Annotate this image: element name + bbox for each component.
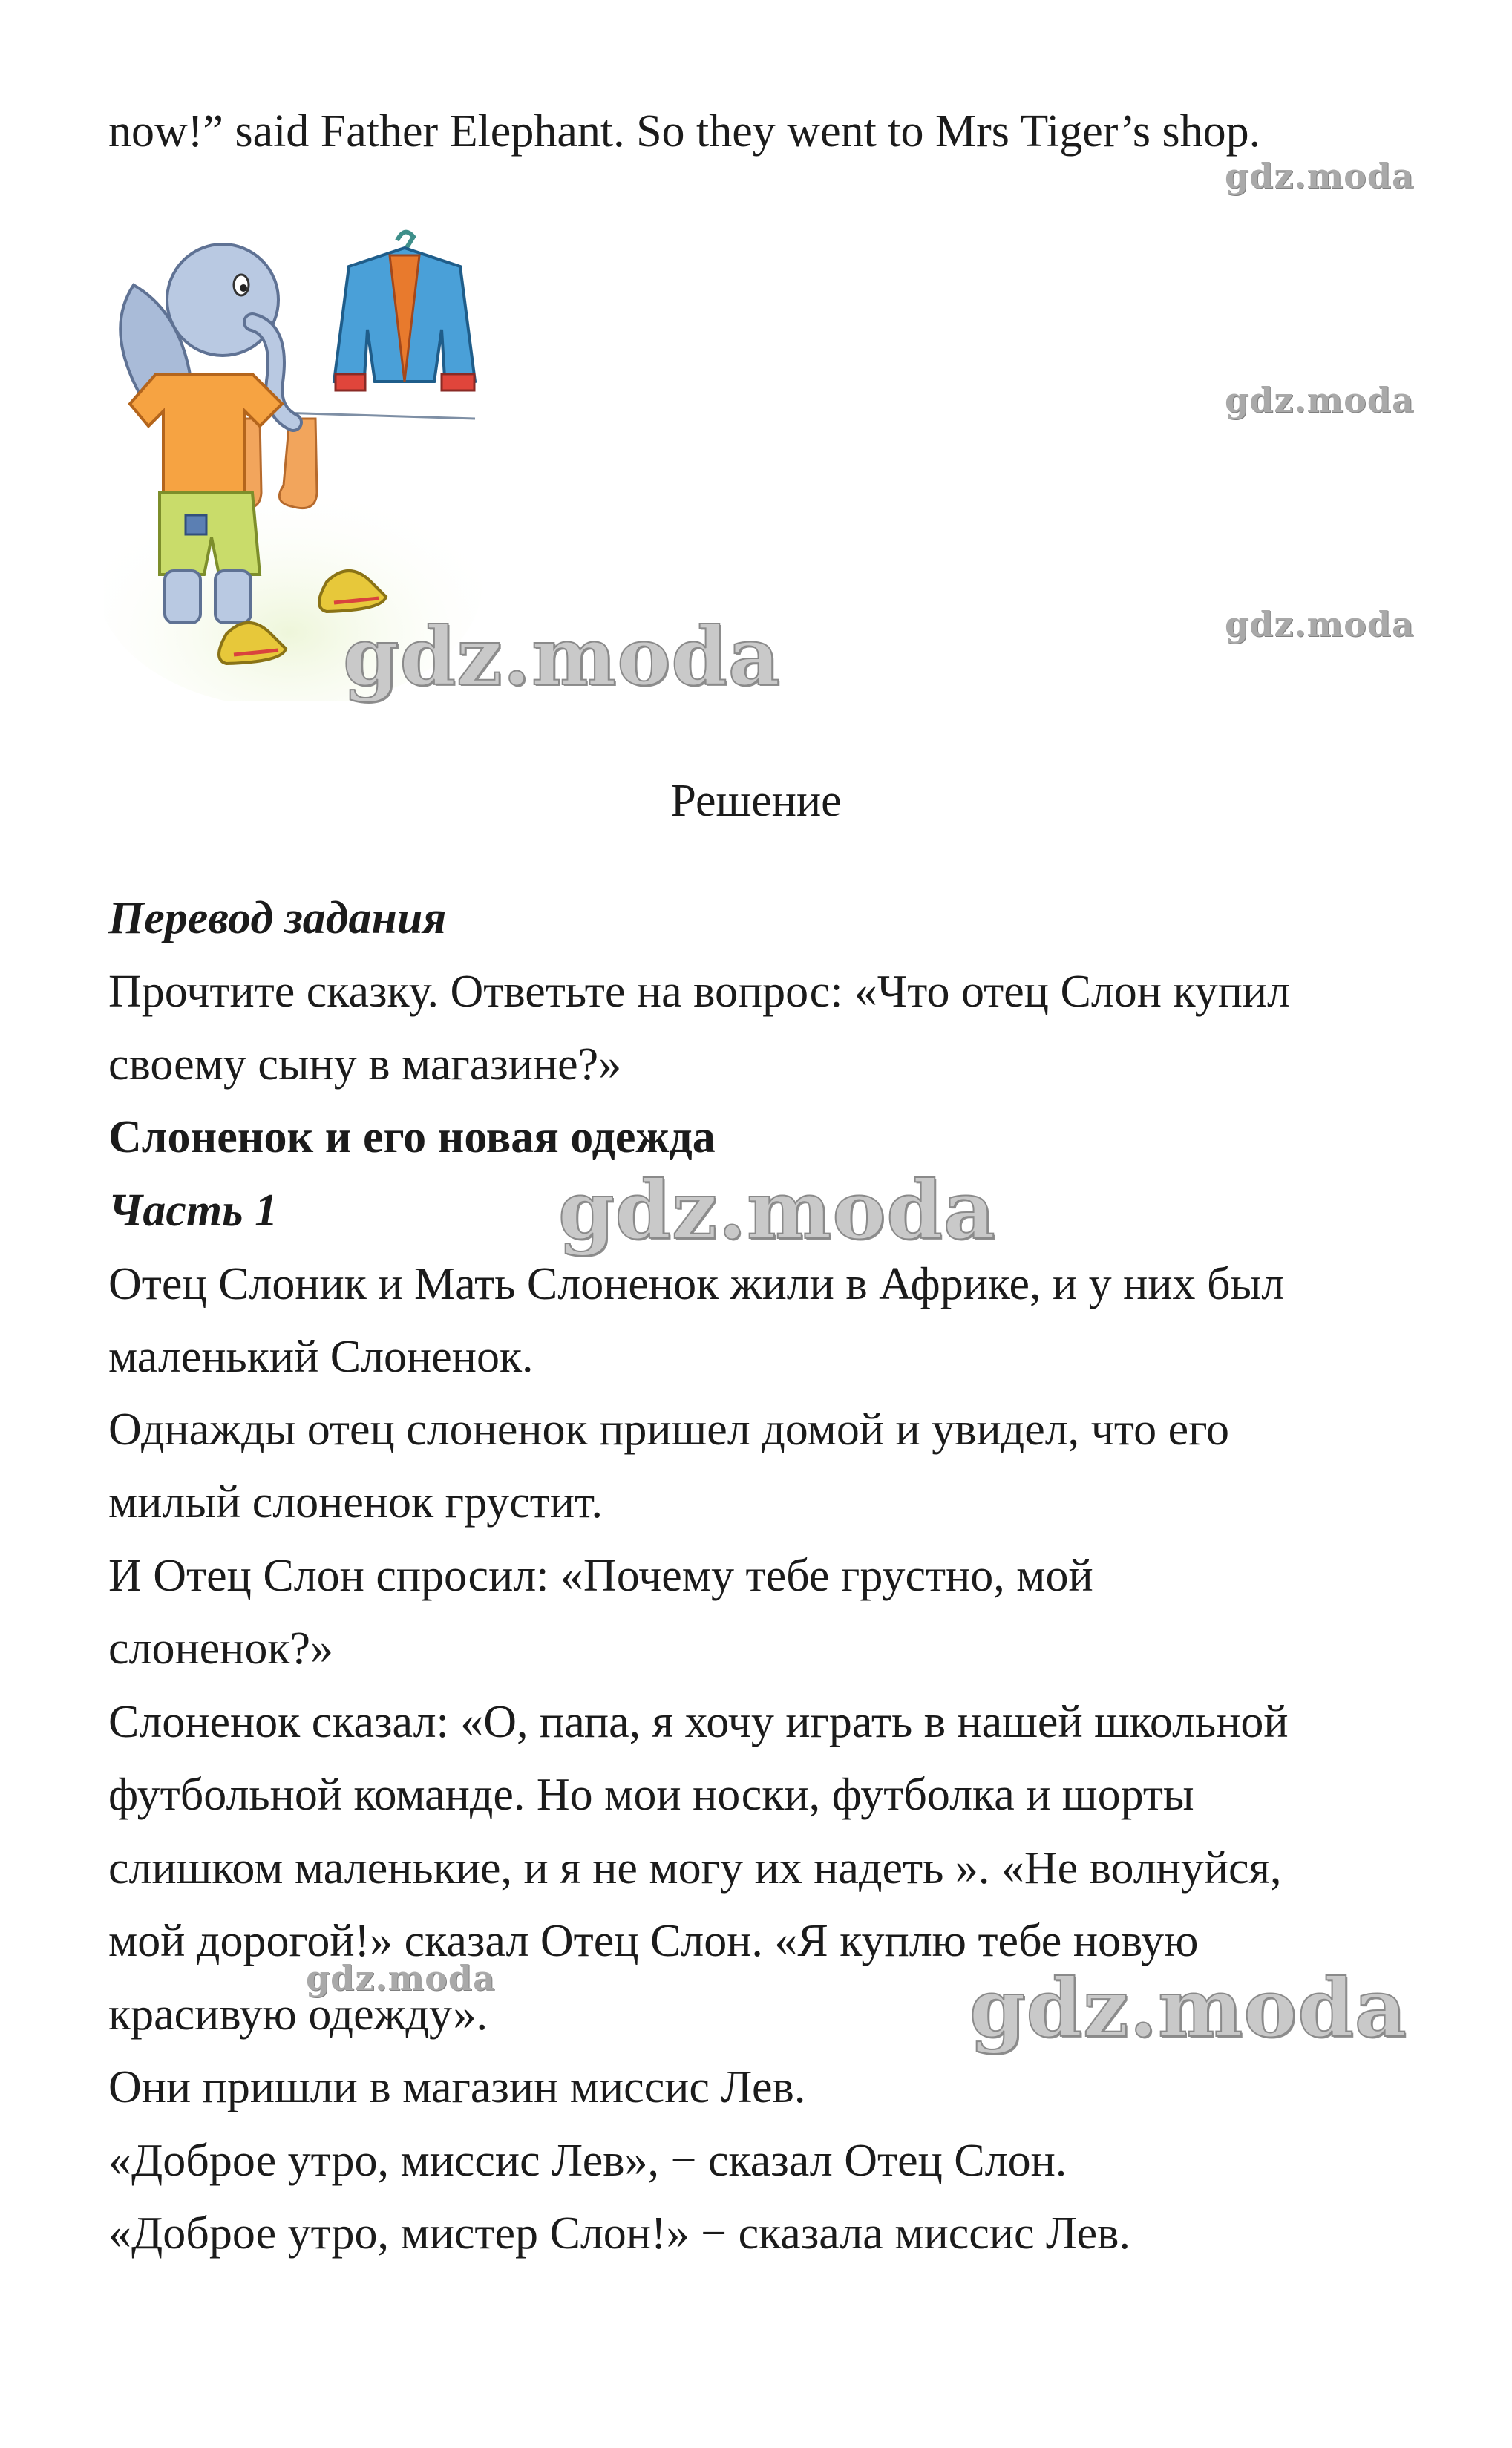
watermark-small-3: gdz.moda	[1225, 604, 1415, 644]
paragraph-line: слишком маленькие, и я не могу их надеть ». «Не волнуйся,	[108, 1843, 1282, 1894]
paragraph-line: милый слоненок грустит.	[108, 1477, 603, 1528]
paragraph-line: Отец Слоник и Мать Слоненок жили в Африке, и у них был	[108, 1259, 1285, 1309]
paragraph-line: своему сыну в магазине?»	[108, 1039, 622, 1090]
paragraph-line: Они пришли в магазин миссис Лев.	[108, 2062, 806, 2112]
paragraph-line: «Доброе утро, миссис Лев», − сказал Отец Слон.	[108, 2136, 1067, 2186]
paragraph-line: «Доброе утро, мистер Слон!» − сказала миссис Лев.	[108, 2208, 1130, 2259]
paragraph-line: Прочтите сказку. Ответьте на вопрос: «Что отец Слон купил	[108, 966, 1290, 1017]
part-label: Часть 1	[108, 1185, 278, 1236]
watermark-small-4: gdz.moda	[306, 1958, 496, 1998]
paragraph-line: слоненок?»	[108, 1623, 333, 1674]
watermark-large-3: gdz.moda	[969, 1962, 1407, 2055]
paragraph-line: Слоненок сказал: «О, папа, я хочу играть в нашей школьной	[108, 1697, 1289, 1747]
paragraph-line: И Отец Слон спросил: «Почему тебе грустно, мой	[108, 1551, 1093, 1601]
paragraph-line: мой дорогой!» сказал Отец Слон. «Я куплю тебе новую	[108, 1916, 1199, 1966]
story-title: Слоненок и его новая одежда	[108, 1112, 716, 1162]
paragraph-line: красивую одежду».	[108, 1989, 488, 2040]
section-title-translation: Перевод задания	[108, 893, 447, 943]
paragraph-line: Однажды отец слоненок пришел домой и увидел, что его	[108, 1404, 1230, 1455]
watermark-large-2: gdz.moda	[558, 1164, 996, 1257]
watermark-small-2: gdz.moda	[1225, 380, 1415, 420]
watermark-large-1: gdz.moda	[343, 610, 781, 704]
solution-heading: Решение	[670, 776, 842, 826]
paragraph-line: футбольной команде. Но мои носки, футболка и шорты	[108, 1770, 1194, 1820]
paragraph-line: маленький Слоненок.	[108, 1332, 534, 1382]
story-line-english: now!” said Father Elephant. So they went to Mrs Tiger’s shop.	[108, 106, 1261, 157]
watermark-small-1: gdz.moda	[1225, 156, 1415, 196]
